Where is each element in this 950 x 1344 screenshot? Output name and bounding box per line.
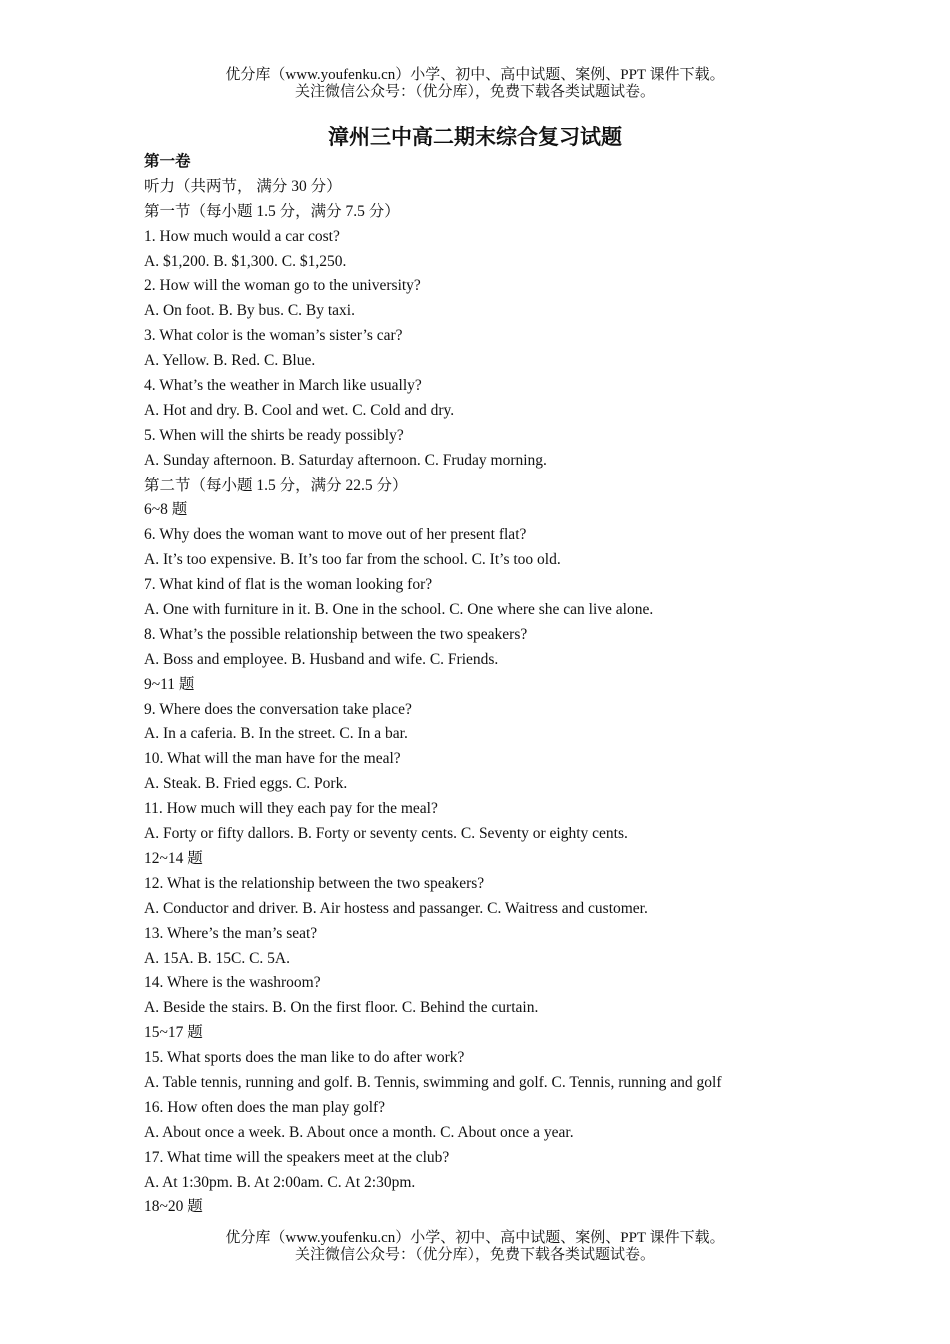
page-footer (0, 1230, 950, 1264)
question-group-label: 6~8 题 (144, 501, 188, 519)
question: 5. When will the shirts be ready possibly? (144, 426, 404, 444)
question-group-label: 12~14 题 (144, 849, 203, 867)
answer-options: A. Steak. B. Fried eggs. C. Pork. (144, 775, 348, 793)
question: 12. What is the relationship between the two speakers? (144, 874, 485, 892)
question-group-label: 15~17 题 (144, 1024, 203, 1042)
header-line-2: 关注微信公众号：（优分库），免费下载各类试题试卷。 (294, 84, 655, 100)
answer-options: A. One with furniture in it. B. One in the school. C. One where she can live alone. (144, 601, 654, 619)
page-header (0, 67, 950, 101)
question-group-label: 9~11 题 (144, 675, 195, 693)
answer-options: A. $1,200. B. $1,300. C. $1,250. (144, 252, 347, 270)
part-heading: 听力（共两节， 满分 30 分） (144, 177, 342, 195)
answer-options: A. About once a week. B. About once a month. C. About once a year. (144, 1123, 574, 1141)
exam-content (144, 150, 904, 1220)
answer-options: A. Yellow. B. Red. C. Blue. (144, 352, 316, 370)
answer-options: A. Sunday afternoon. B. Saturday afternoon. C. Fruday morning. (144, 451, 547, 469)
question: 2. How will the woman go to the university? (144, 277, 421, 295)
question: 8. What’s the possible relationship between the two speakers? (144, 625, 528, 643)
answer-options: A. Beside the stairs. B. On the first floor. C. Behind the curtain. (144, 999, 539, 1017)
answer-options: A. It’s too expensive. B. It’s too far from the school. C. It’s too old. (144, 551, 561, 569)
question-group-label: 18~20 题 (144, 1198, 203, 1216)
question: 10. What will the man have for the meal? (144, 750, 401, 768)
question: 3. What color is the woman’s sister’s car? (144, 327, 403, 345)
subsection-heading: 第二节（每小题 1.5 分，满分 22.5 分） (144, 476, 408, 494)
document-title: 漳州三中高二期末综合复习试题 (328, 125, 622, 149)
footer-line-1: 优分库（www.youfenku.cn）小学、初中、高中试题、案例、PPT 课件下载。 (225, 1230, 725, 1246)
answer-options: A. Hot and dry. B. Cool and wet. C. Cold and dry. (144, 401, 455, 419)
question: 15. What sports does the man like to do after work? (144, 1049, 465, 1067)
question: 6. Why does the woman want to move out of her present flat? (144, 526, 527, 544)
subsection-heading: 第一节（每小题 1.5 分，满分 7.5 分） (144, 202, 400, 220)
header-line-1: 优分库（www.youfenku.cn）小学、初中、高中试题、案例、PPT 课件下载。 (225, 67, 725, 83)
question: 13. Where’s the man’s seat? (144, 924, 318, 942)
answer-options: A. Conductor and driver. B. Air hostess and passanger. C. Waitress and customer. (144, 899, 648, 917)
question: 1. How much would a car cost? (144, 227, 340, 245)
question: 7. What kind of flat is the woman looking for? (144, 576, 433, 594)
answer-options: A. Boss and employee. B. Husband and wife. C. Friends. (144, 650, 499, 668)
question: 17. What time will the speakers meet at the club? (144, 1148, 450, 1166)
question: 9. Where does the conversation take place? (144, 700, 412, 718)
footer-line-2: 关注微信公众号：（优分库），免费下载各类试题试卷。 (294, 1247, 655, 1263)
answer-options: A. On foot. B. By bus. C. By taxi. (144, 302, 355, 320)
question: 16. How often does the man play golf? (144, 1098, 386, 1116)
answer-options: A. 15A. B. 15C. C. 5A. (144, 949, 290, 967)
answer-options: A. Forty or fifty dallors. B. Forty or seventy cents. C. Seventy or eighty cents. (144, 825, 628, 843)
section-heading: 第一卷 (144, 153, 191, 170)
question: 4. What’s the weather in March like usually? (144, 377, 422, 395)
answer-options: A. Table tennis, running and golf. B. Tennis, swimming and golf. C. Tennis, running and golf (144, 1073, 722, 1091)
answer-options: A. At 1:30pm. B. At 2:00am. C. At 2:30pm. (144, 1173, 416, 1191)
answer-options: A. In a caferia. B. In the street. C. In a bar. (144, 725, 408, 743)
question: 14. Where is the washroom? (144, 974, 321, 992)
question: 11. How much will they each pay for the meal? (144, 800, 438, 818)
